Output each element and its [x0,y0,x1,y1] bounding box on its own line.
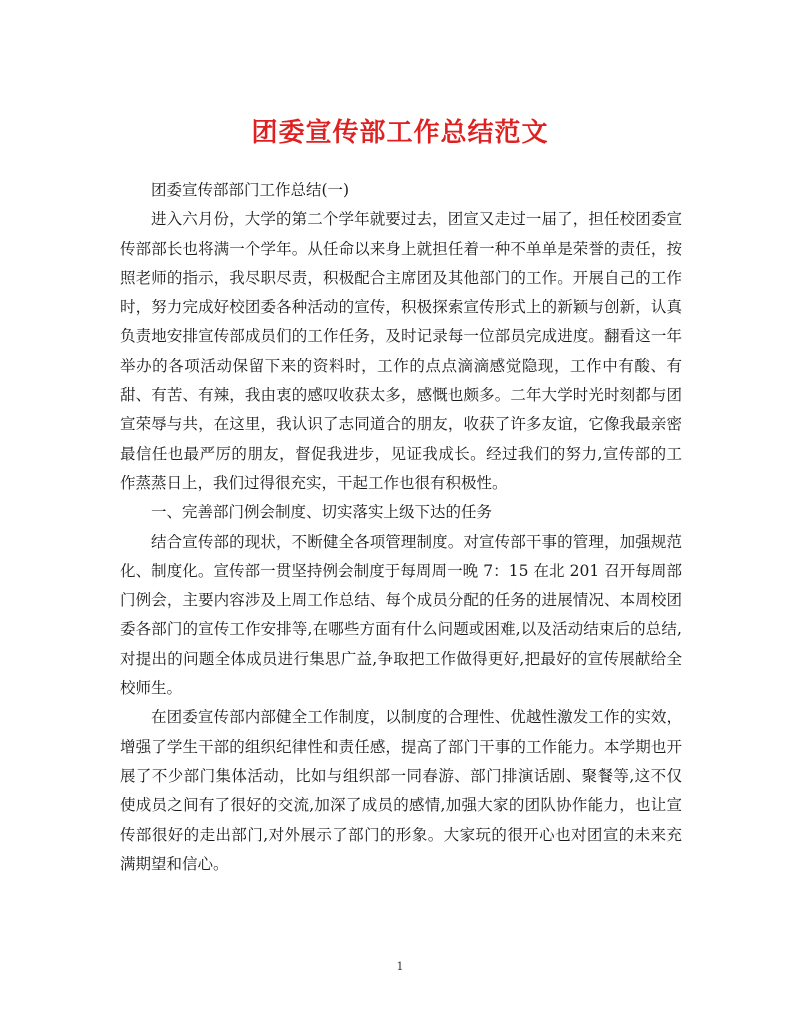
document-body [120,176,682,879]
paragraph-internal-system: 在团委宣传部内部健全工作制度，以制度的合理性、优越性激发工作的实效，增强了学生干部的组织纪律性和责任感，提高了部门干事的工作能力。本学期也开展了不少部门集体活动，比如与组织部一同春游、部门排演话剧、聚餐等,这不仅使成员之间有了很好的交流,加深了成员的感情,加强大家的团队协作能力，也让宣传部很好的走出部门,对外展示了部门的形象。大家玩的很开心也对团宣的未来充满期望和信心。 [120,708,682,873]
section-heading-1: 团委宣传部部门工作总结(一) [151,181,350,199]
section-heading-2: 一、完善部门例会制度、切实落实上级下达的任务 [151,503,493,522]
page-number: 1 [396,960,404,973]
paragraph-meeting-system: 结合宣传部的现状，不断健全各项管理制度。对宣传部干事的管理，加强规范化、制度化。宣传部一贯坚持例会制度于每周周一晚 7：15 在北 201 召开每周部门例会，主要内容涉及上周工作总结、每个成员分配的任务的进展情况、本周校团委各部门的宣传工作安排等,在哪些方面有什么问题或困难,以及活动结束后的总结,对提出的问题全体成员进行集思广益,争取把工作做得更好,把最好的宣传展献给全校师生。 [120,532,682,698]
paragraph-intro: 进入六月份，大学的第二个学年就要过去，团宣又走过一届了，担任校团委宣传部部长也将满一个学年。从任命以来身上就担任着一种不单单是荣誉的责任，按照老师的指示，我尽职尽责，积极配合主席团及其他部门的工作。开展自己的工作时，努力完成好校团委各种活动的宣传，积极探索宣传形式上的新颖与创新，认真负责地安排宣传部成员们的工作任务，及时记录每一位部员完成进度。翻看这一年举办的各项活动保留下来的资料时，工作的点点滴滴感觉隐现，工作中有酸、有甜、有苦、有辣，我由衷的感叹收获太多，感慨也颇多。二年大学时光时刻都与团宣荣辱与共，在这里，我认识了志同道合的朋友，收获了许多友谊，它像我最亲密最信任也最严厉的朋友，督促我进步，见证我成长。经过我们的努力,宣传部的工作蒸蒸日上，我们过得很充实，干起工作也很有积极性。 [120,210,682,492]
document-title: 团委宣传部工作总结范文 [251,118,549,148]
